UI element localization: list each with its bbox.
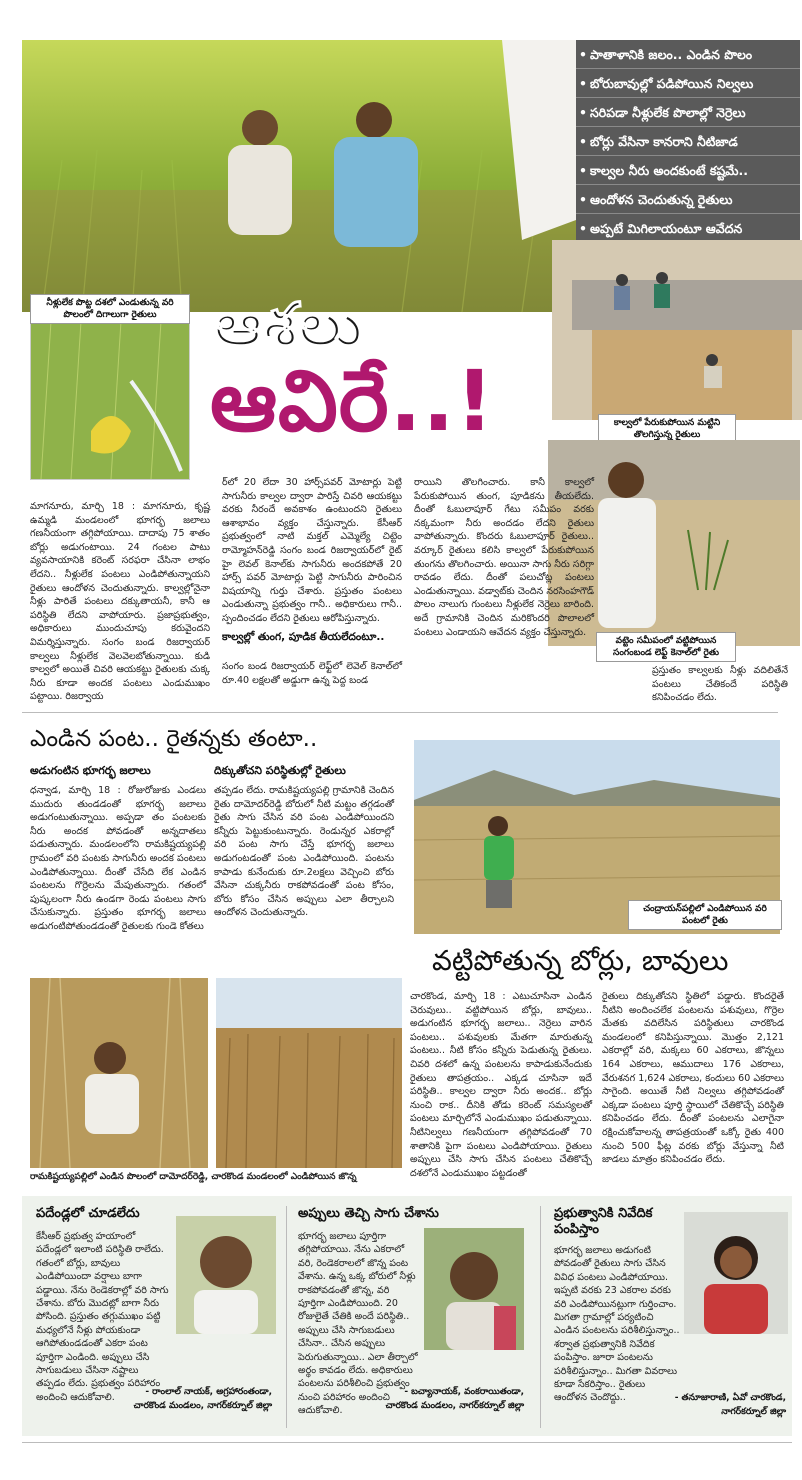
quote1-title: పదేండ్లలో చూడలేదు xyxy=(36,1206,140,1221)
quote2-portrait xyxy=(424,1228,524,1350)
quote2-text-cont xyxy=(298,1352,524,1382)
bullet-item: • పాతాళానికి జలం.. ఎండిన పొలం xyxy=(576,40,800,69)
article1-col1: మాగనూరు, మార్చి 18 : మాగనూరు, కృష్ణ ఉమ్మడి మండలంలో భూగర్భ జలాలు గణనీయంగా తగ్గిపోయాయి. దాదాపు 75 శాతం బోర్లు అడుగంటాయి. 24 గంటల పాటు వ్యవసాయానికి కరెంట్ సరఫరా చేసినా లాభం లేదని.. నీళ్లులేక పంటలు ఎండిపోతున్నాయని రైతులు ఆందోళన చెందుతున్నారు. కాల్వల్లోనైనా నీళ్లు పారితే పంటలు దక్కుతాయనీ, కానీ ఆ పరిస్థితి లేదని వాపోయారు. ప్రజాప్రభుత్వం, అధికారులు ముందుచూపు కరువైందని విమర్శిస్తున్నారు. సంగం బండ రిజర్వాయర్ కాల్వలు నీళ్లులేక వెలవెలబోతున్నాయి. కుడి కాల్వలో అయితే చివరి ఆయకట్టు రైతులకు చుక్క నీరు కూడా అందక పంటలు ఎండుముఖం పట్టాయి. రిజర్వాయ xyxy=(30,501,210,703)
bullet-item: • బోరుబావుల్లో పడిపోయిన నిల్వలు xyxy=(576,69,800,98)
article3-col1: చారకొండ, మార్చి 18 : ఎటుచూసినా ఎండిన చెరువులు.. వట్టిపోయిన బోర్లు, బావులు.. అడుగంటిన భూగర్భ జలాలు.. నెర్రెలు వారిన పంటలు.. పశువులకు మేతగా మారుతున్న పంటలు.. నీటి కోసం కన్నీరు పెడుతున్న రైతులు. చివరి దశలో ఉన్న పంటలను కాపాడుకునేందుకు రైతులు తాపత్రయం.. ఎక్కడ చూసినా ఇదే పరిస్థితి.. కాల్వల ద్వారా నీరు అందక.. బోర్లు నుంచి రాక.. దీనికి తోడు కరెంట్ సమస్యలతో పంటలు మార్చిలోనే ఎండుముఖం పడుతున్నాయి. నీటినిల్వలు గణనీయంగా తగ్గిపోవడంతో 70 శాతానికి పైగా పంటలు ఎండిపోయాయి. రైతులు అప్పులు చేసి సాగు చేసిన పంటలు చేతికొచ్చే దశలోనే ఎండుముఖం పట్టడంతో xyxy=(410,991,592,1179)
caption-field-mid: చంద్రాయన్‌పల్లిలో ఎండిపోయిన వరి పంటలో రైతు xyxy=(628,900,782,930)
quote1-sig1: - రాంలాల్ నాయక్, అగ్రహారంతండా, xyxy=(145,1387,272,1397)
caption-top-left: నీళ్లులేక పొట్ట దశలో ఎండుతున్న వరి పొలంలో దిగాలుగా రైతులు xyxy=(30,294,190,324)
article2-col1: ధన్వాడ, మార్చి 18 : రోజురోజుకు ఎండలు ముదురు తుండడంతో భూగర్భ జలాలు అడుగంటుతున్నాయి. అప్పడా తం పంటలకు నీరు అందక పోవడంతో అన్నదాతలు పడుతున్నారు. మండలంలోని రామకిష్టయ్యపల్లి గ్రామంలో వరి పంటకు సాగునీరు అందక పంటలు ఎండిపోతున్నాయి. దీంతో చేసేది లేక ఎండిన పంటలను గొర్రెలను మేపుతున్నారు. గతంలో పుష్కలంగా నీరు ఉండగా రెండు పంటలు సాగు చేసుకున్నారు. ప్రస్తుతం భూగర్భ జలాలు అడుగంటిపోతుండడంతో రైతులకు గుండె కోతలు xyxy=(30,785,206,932)
bullet-item: • బోర్లు వేసినా కానరాని నీటిజాడ xyxy=(576,127,800,156)
quote2-title: అప్పులు తెచ్చి సాగు చేశాను xyxy=(298,1206,439,1221)
quote2-text: భూగర్భ జలాలు పూర్తిగా తగ్గిపోయాయి. నేను ఎకరాలో వరి, రెండెకరాలలో జొన్న పంట వేశాను. ఉన్న ఒక్క బోరులో నీళ్లు రాకపోవడంతో జొన్న, వరి పూర్తిగా ఎండిపోయింది. 20 రోజులైతే చేతికి అందే పరిస్థితి.. అప్పులు చేసి సాగుబడులు చేసినా.. చేసిన అప్పులు పెరుగుతున్నాయి.. ఎలా తీర్చాలో అర్థం కావడం లేదు. అధికారులు పంటలను పరిశీలించి ప్రభుత్వం నుంచి పరిహారం అందించి ఆదుకోవాలి. xyxy=(298,1231,418,1417)
caption-canal: కాల్వలో పేరుకుపోయిన మట్టిని తొలగిస్తున్న రైతులు xyxy=(598,414,736,444)
quote1-sig2: చారకొండ మండలం, నాగర్‌కర్నూల్ జిల్లా xyxy=(133,1401,272,1411)
article3-heading: వట్టిపోతున్న బోర్లు, బావులు xyxy=(432,944,729,977)
caption-farmer-right: వట్టెం సమీపంలో వట్టిపోయిన సంగంబండ లెఫ్ట్ కెనాల్‌లో రైతు xyxy=(596,632,736,662)
bullet-item: • కాల్వల నీరు అందకుంటే కష్టమే.. xyxy=(576,156,800,185)
caption-bottom-left: రామకిష్టయ్యపల్లిలో ఎండిన పొలంలో దామోదర్‌రెడ్డి, చారకొండ మండలంలో ఎండిపోయిన జొన్న xyxy=(30,1172,357,1182)
quote3-title: ప్రభుత్వానికి నివేదిక పంపిస్తాం xyxy=(554,1206,653,1237)
farmer-dry-crop-photo xyxy=(30,978,208,1168)
quote3-sig1: - తనూజారాణి, ఏవో చారకొండ, xyxy=(674,1393,786,1403)
quote2-sig1: - బచ్యానాయక్, వంకరాయితండా, xyxy=(404,1387,524,1397)
article1-col3: రాయిని తొలగించారు. కానీ కాల్వలో పేరుకుపోయిన తుంగ, పూడికను తీయలేదు. దీంతో ఓబులాపూర్ గేటు సమీపం వరకు నక్కమంగా నీరు అందడం లేదని రైతులు వాపోతున్నారు. కొందరు ఓబులాపూర్ రైతులు.. వర్కూర్ రైతులు కలిసి కాల్వలో పేరుకుపోయిన తుంగను తొలగించారు. అయినా సాగు నీరు సరిగ్గా రావడం లేదు. దీంతో పలుచోట్ల పంటలు ఎండుతున్నాయి. వడ్వాట్‌కు చెందిన నరసింహగౌడ్ పొలం నాలుగు గుంటలు నీళ్లులేక నెర్రెలు బారింది. అదే గ్రామానికి చెందిన మరికొందరి పొలాలలో పంటలు ఎండాయని ఆవేదన వ్యక్తం చేస్తున్నారు. xyxy=(414,477,594,638)
canal-photo xyxy=(552,240,802,420)
quote1-text: కేసీఆర్ ప్రభుత్వ హయాంలో పదేండ్లలో ఇలాంటి పరిస్థితి రాలేదు. గతంలో బోర్లు, బావులు ఎండిపోయిందా వర్షాలు బాగా పడ్డాయి. నేను రెండెకరాల్లో వరి సాగు చేశాను. బోరు మొదట్లో బాగా నీరు పోసింది. ప్రస్తుతం తగ్గుముఖం పట్టి మధ్యలోనే నీళ్లు పోయకుండా ఆగిపోతుండడంతో ఎకరా పంట పూర్తిగా ఎండింది. అప్పులు చేసి సాగుబడులు చేసినా నష్టాలు తప్పడం లేదు. ప్రభుత్వం పరిహారం అందించి ఆదుకోవాలి. xyxy=(36,1231,169,1403)
headline-line1: ఆశలు xyxy=(214,290,365,360)
quote3-portrait xyxy=(684,1212,788,1334)
article1-subhead: కాల్వల్లో తుంగ, పూడిక తీయలేదంటూ.. xyxy=(222,631,385,643)
bullet-item: • ఆందోళన చెందుతున్న రైతులు xyxy=(576,185,800,214)
article2-sub2: దిక్కుతోచని పరిస్థితుల్లో రైతులు xyxy=(214,764,346,777)
quote2-sig2: చారకొండ మండలం, నాగర్‌కర్నూల్ జిల్లా xyxy=(385,1401,524,1411)
quote3-text: భూగర్భ జలాలు అడుగంటి పోవడంతో రైతులు సాగు చేసిన వివిధ పంటలు ఎండిపోయాయి. ఇప్పటి వరకు 23 ఎకరాల వరకు వరి ఎండిపోయినట్లుగా గుర్తించాం. మిగతా గ్రామాల్లో పర్యటించి ఎండిన పంటలను పరిశీలిస్తున్నాం.. శర్వాత ప్రభుత్వానికి నివేదిక పంపిస్తాం. జూరా పంటలను పరిశీలిస్తున్నాం.. మిగతా వివరాలు కూడా సేకరిస్తాం.. రైతులు ఆందోళన చెందొద్దు.. xyxy=(554,1245,680,1404)
water-pipe-photo xyxy=(30,320,190,480)
article1-col2b: సంగం బండ రిజర్వాయర్ లెఫ్ట్‌లో లెవెల్ కెనాల్‌లో రూ.40 లక్షలతో అడ్డుగా ఉన్న పెద్ద బండ xyxy=(222,661,402,686)
bullet-item: • సరిపడా నీళ్లులేక పొలాల్లో నెర్రెలు xyxy=(576,98,800,127)
dry-jowar-photo xyxy=(216,978,402,1168)
headline-line2: ఆవిరే..! xyxy=(210,352,495,450)
quote3-sig2: నాగర్‌కర్నూల్ జిల్లా xyxy=(721,1407,786,1417)
article2-col2: తప్పడం లేదు. రామకిష్టయ్యపల్లి గ్రామానికి చెందిన రైతు దామోదర్‌రెడ్డి బోరులో నీటి మట్టం తగ్గడంతో రైతు సాగు చేసిన వరి పంట ఎండిపోయిందని కన్నీరు పెట్టుకుంటున్నారు. రెండున్నర ఎకరాల్లో వరి పంట సాగు చేస్తే భూగర్భ జలాలు అడుగంటడంతో పంట ఎండిపోయింది. పంటను కాపాడు కునేందుకు రూ.2లక్షలు వెచ్చించి బోరు వేసినా చుక్కనీరు రాకపోవడంతో పంట కోసం, బోరు కోసం చేసిన అప్పులు ఎలా తీర్చాలని ఆందోళన చెందుతున్నారు. xyxy=(214,785,394,919)
quote1-portrait xyxy=(176,1216,276,1334)
farmers-paddy-photo xyxy=(22,40,576,312)
article1-col4: ప్రస్తుతం కాల్వలకు నీళ్లు వదిలితేనే పంటలు చేతికందే పరిస్థితి కనిపించడం లేదు. xyxy=(652,665,788,704)
article1-col2: ర్‌లో 20 లేదా 30 హార్స్‌పవర్ మోటార్లు పెట్టి సాగునీరు కాల్వల ద్వారా పారిస్తే చివరి ఆయకట్టు వరకు నీరందే అవకాశం ఉంటుందని రైతులు ఆశాభావం వ్యక్తం చేస్తున్నారు. కేసీఆర్ ప్రభుత్వంలో నాటి మక్తల్ ఎమ్మెల్యే చిట్టెం రామ్మోహన్‌రెడ్డి సంగం బండ రిజర్వాయర్‌లో రైట్ హై లెవల్ కెనాల్‌కు సాగునీరు అందకపోతే 20 హార్స్ పవర్ మోటార్లు పెట్టి సాగునీరు పారించిన విషయాన్ని గుర్తు చేశారు. ప్రస్తుతం పంటలు ఎండుతున్నా ప్రభుత్వం గానీ.. అధికారులు గానీ.. స్పందించడం లేదని రైతులు ఆరోపిస్తున్నారు. xyxy=(222,477,402,624)
article3-col2: రైతులు దిక్కుతోచని స్థితిలో పడ్డారు. కొందరైతే నీటిని అందించలేక పంటలను పశువులు, గొర్రెల మేతకు వదిలేసిన పరిస్థితులు చారకొండ మండలంలో కనిపిస్తున్నాయి. మొత్తం 2,121 ఎకరాల్లో వరి, మక్కలు 60 ఎకరాలు, జొన్నలు 164 ఎకరాలు, ఆముదాలు 176 ఎకరాలు, వేరుశనగ 1,624 ఎకరాలు, కందులు 60 ఎకరాలు సాగైంది. అయితే నీటి నిల్వలు తగ్గిపోవడంతో ఎక్కడా పంటలు పూర్తి స్థాయిలో చేతికొచ్చే పరిస్థితి కనిపించడం లేదు. దీంతో పంటలను ఎలాగైనా రక్షించుకోవాలన్న తాపత్రయంతో ఒక్కో రైతు 400 నుంచి 500 ఫీట్ల వరకు బోర్లు వేస్తున్నా నీటి జాడలు మాత్రం కనిపించడం లేదు. xyxy=(602,991,784,1166)
bullet-item: • అప్పటే మిగిలాయంటూ ఆవేదన xyxy=(576,214,800,243)
article2-heading: ఎండిన పంట.. రైతన్నకు తంటా.. xyxy=(30,726,318,752)
article2-sub1: అడుగంటిన భూగర్భ జలాలు xyxy=(30,764,151,777)
